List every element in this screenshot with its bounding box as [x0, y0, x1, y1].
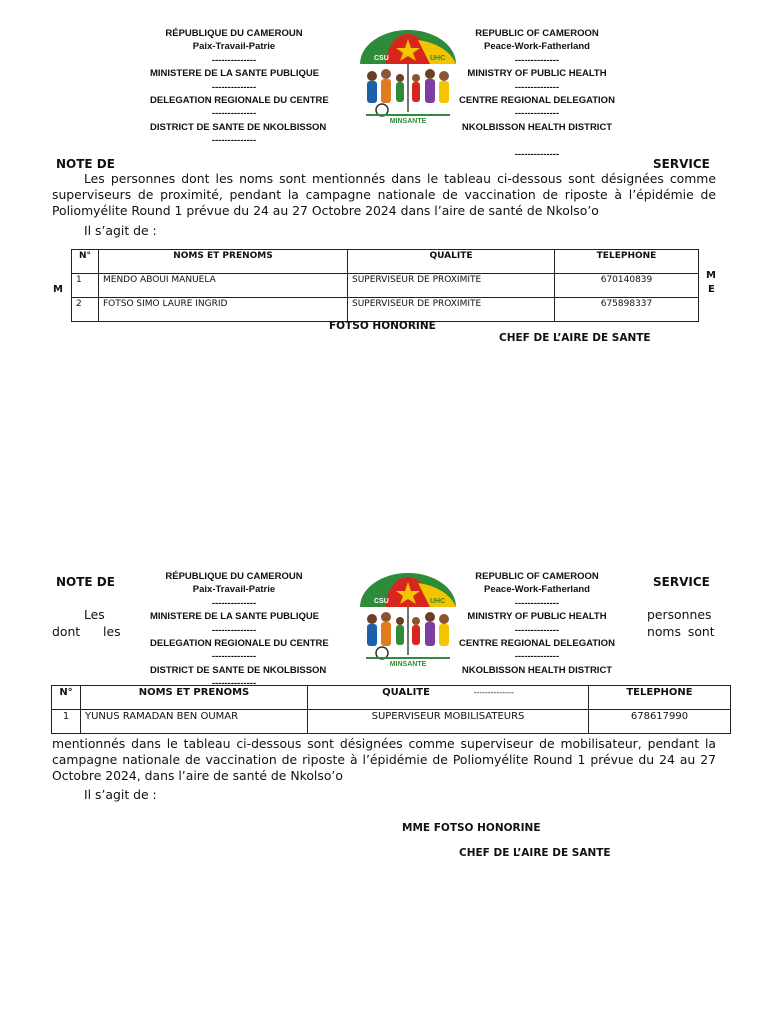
col-header: TELEPHONE: [555, 250, 699, 274]
intro-text: Il s’agit de :: [84, 223, 157, 238]
header-fr-line: --------------: [211, 108, 257, 120]
logo-text: UHC: [430, 598, 446, 605]
cell-name: MENDO ABOUI MANUELA: [99, 274, 348, 298]
col-header-label: QUALITE: [382, 687, 430, 698]
header-fr-line: --------------: [211, 135, 257, 147]
col-header: N°: [52, 686, 81, 710]
header-fr-line: --------------: [211, 597, 257, 609]
margin-letter: M: [706, 270, 716, 281]
cell-phone: 670140839: [555, 274, 699, 298]
header-en-line: MINISTRY OF PUBLIC HEALTH: [467, 611, 607, 623]
header-en-line: --------------: [514, 108, 560, 120]
body-fragment: dont: [52, 624, 81, 639]
header-en-line: --------------: [514, 597, 560, 609]
note-title-left: NOTE DE: [56, 157, 115, 171]
col-header: NOMS ET PRENOMS: [99, 250, 348, 274]
col-header: QUALITE: [348, 250, 555, 274]
col-header: [308, 686, 589, 710]
body-fragment: personnes: [647, 607, 712, 622]
header-en-line: NKOLBISSON HEALTH DISTRICT: [461, 664, 613, 676]
logo-text: UHC: [430, 55, 446, 62]
table-header-row: [72, 250, 699, 274]
signer-title: CHEF DE L’AIRE DE SANTE: [499, 332, 651, 344]
header-fr-line: RÉPUBLIQUE DU CAMEROUN: [165, 28, 303, 39]
cell-role: SUPERVISEUR DE PROXIMITE: [348, 274, 555, 298]
header-en-line: --------------: [514, 148, 560, 160]
header-en-line: [458, 134, 616, 147]
note-title-right: SERVICE: [653, 575, 710, 589]
separator-dashes: --------------: [473, 688, 514, 697]
header-en-line: --------------: [514, 54, 560, 66]
header-fr-line: --------------: [211, 624, 257, 636]
header-fr-line: RÉPUBLIQUE DU CAMEROUN: [165, 571, 303, 582]
header-en-line: NKOLBISSON HEALTH DISTRICT: [461, 121, 613, 133]
header-en-line: CENTRE REGIONAL DELEGATION: [459, 94, 615, 106]
signer-name: FOTSO HONORINE: [329, 320, 436, 332]
minsante-logo: [356, 573, 460, 669]
cell-name: FOTSO SIMO LAURE INGRID: [99, 298, 348, 322]
header-fr-line: DELEGATION REGIONALE DU CENTRE: [150, 94, 329, 106]
col-header: TELEPHONE: [589, 686, 731, 710]
header-fr-line: DISTRICT DE SANTE DE NKOLBISSON: [150, 121, 327, 133]
header-en-line: --------------: [514, 651, 560, 663]
supervisors-table: [71, 249, 699, 322]
col-header: NOMS ET PRENOMS: [81, 686, 308, 710]
header-en-line: REPUBLIC OF CAMEROON: [475, 571, 599, 582]
body-paragraph: mentionnés dans le tableau ci-dessous sont désignées comme superviseur de mobilisateur, pendant la campagne nationale de vaccination de riposte à l’épidémie de Poliomyélite Round 1 prévue du 24 au 27 Octobre 2024, dans l’aire de santé de Nkolso’o: [52, 736, 716, 783]
logo-text: MINSANTE: [389, 118, 427, 125]
cell-number: 1: [72, 274, 99, 298]
cell-role: SUPERVISEUR MOBILISATEURS: [308, 710, 589, 734]
header-fr: [150, 570, 329, 691]
header-fr-line: DISTRICT DE SANTE DE NKOLBISSON: [150, 664, 327, 676]
body-fragment: Les: [84, 607, 105, 622]
cell-phone: 675898337: [555, 298, 699, 322]
header-fr-line: MINISTERE DE LA SANTE PUBLIQUE: [150, 68, 320, 80]
note-title-right: SERVICE: [653, 157, 710, 171]
col-header: N°: [72, 250, 99, 274]
header-en-line: Peace-Work-Fatherland: [484, 584, 590, 596]
mobilisers-table: [51, 685, 731, 734]
header-fr-line: Paix-Travail-Patrie: [192, 41, 276, 53]
intro-text: Il s’agit de :: [84, 787, 157, 802]
header-fr-line: DELEGATION REGIONALE DU CENTRE: [150, 637, 329, 649]
header-en-line: CENTRE REGIONAL DELEGATION: [459, 637, 615, 649]
header-en: [458, 570, 616, 677]
header-fr-line: --------------: [211, 678, 257, 690]
table-row: [72, 298, 699, 322]
cell-number: 1: [52, 710, 81, 734]
header-en-line: REPUBLIC OF CAMEROON: [475, 28, 599, 39]
header-fr-line: --------------: [211, 81, 257, 93]
margin-letter: M: [53, 284, 63, 295]
body-fragment: noms sont: [647, 624, 715, 639]
header-fr-line: --------------: [211, 651, 257, 663]
header-en-line: --------------: [514, 624, 560, 636]
logo-text: CSU: [374, 55, 389, 62]
signer-title: CHEF DE L’AIRE DE SANTE: [459, 847, 611, 859]
cell-role: SUPERVISEUR DE PROXIMITE: [348, 298, 555, 322]
header-en-line: Peace-Work-Fatherland: [484, 41, 590, 53]
header-en-line: --------------: [514, 81, 560, 93]
note-title-left: NOTE DE: [56, 575, 115, 589]
table-header-row: [52, 686, 731, 710]
table-row: [72, 274, 699, 298]
cell-number: 2: [72, 298, 99, 322]
logo-text: MINSANTE: [389, 661, 427, 668]
header-en-line: MINISTRY OF PUBLIC HEALTH: [467, 68, 607, 80]
cell-phone: 678617990: [589, 710, 731, 734]
table-row: [52, 710, 731, 734]
header-fr-line: Paix-Travail-Patrie: [192, 584, 276, 596]
logo-text: CSU: [374, 598, 389, 605]
header-en: [458, 27, 616, 161]
body-paragraph: Les personnes dont les noms sont mentionnés dans le tableau ci-dessous sont désignées comme superviseurs de proximité, pendant la campagne nationale de vaccination de riposte à l’épidémie de Poliomyélite Round 1 prévue du 24 au 27 Octobre 2024 dans l’aire de santé de Nkolso’o: [52, 171, 716, 218]
header-fr-line: MINISTERE DE LA SANTE PUBLIQUE: [150, 611, 320, 623]
signer-name: MME FOTSO HONORINE: [402, 822, 541, 834]
header-fr-line: --------------: [211, 54, 257, 66]
cell-name: YUNUS RAMADAN BEN OUMAR: [81, 710, 308, 734]
margin-letter: E: [708, 284, 715, 295]
minsante-logo: [356, 30, 460, 126]
header-fr: [150, 27, 329, 148]
body-fragment: les: [103, 624, 121, 639]
